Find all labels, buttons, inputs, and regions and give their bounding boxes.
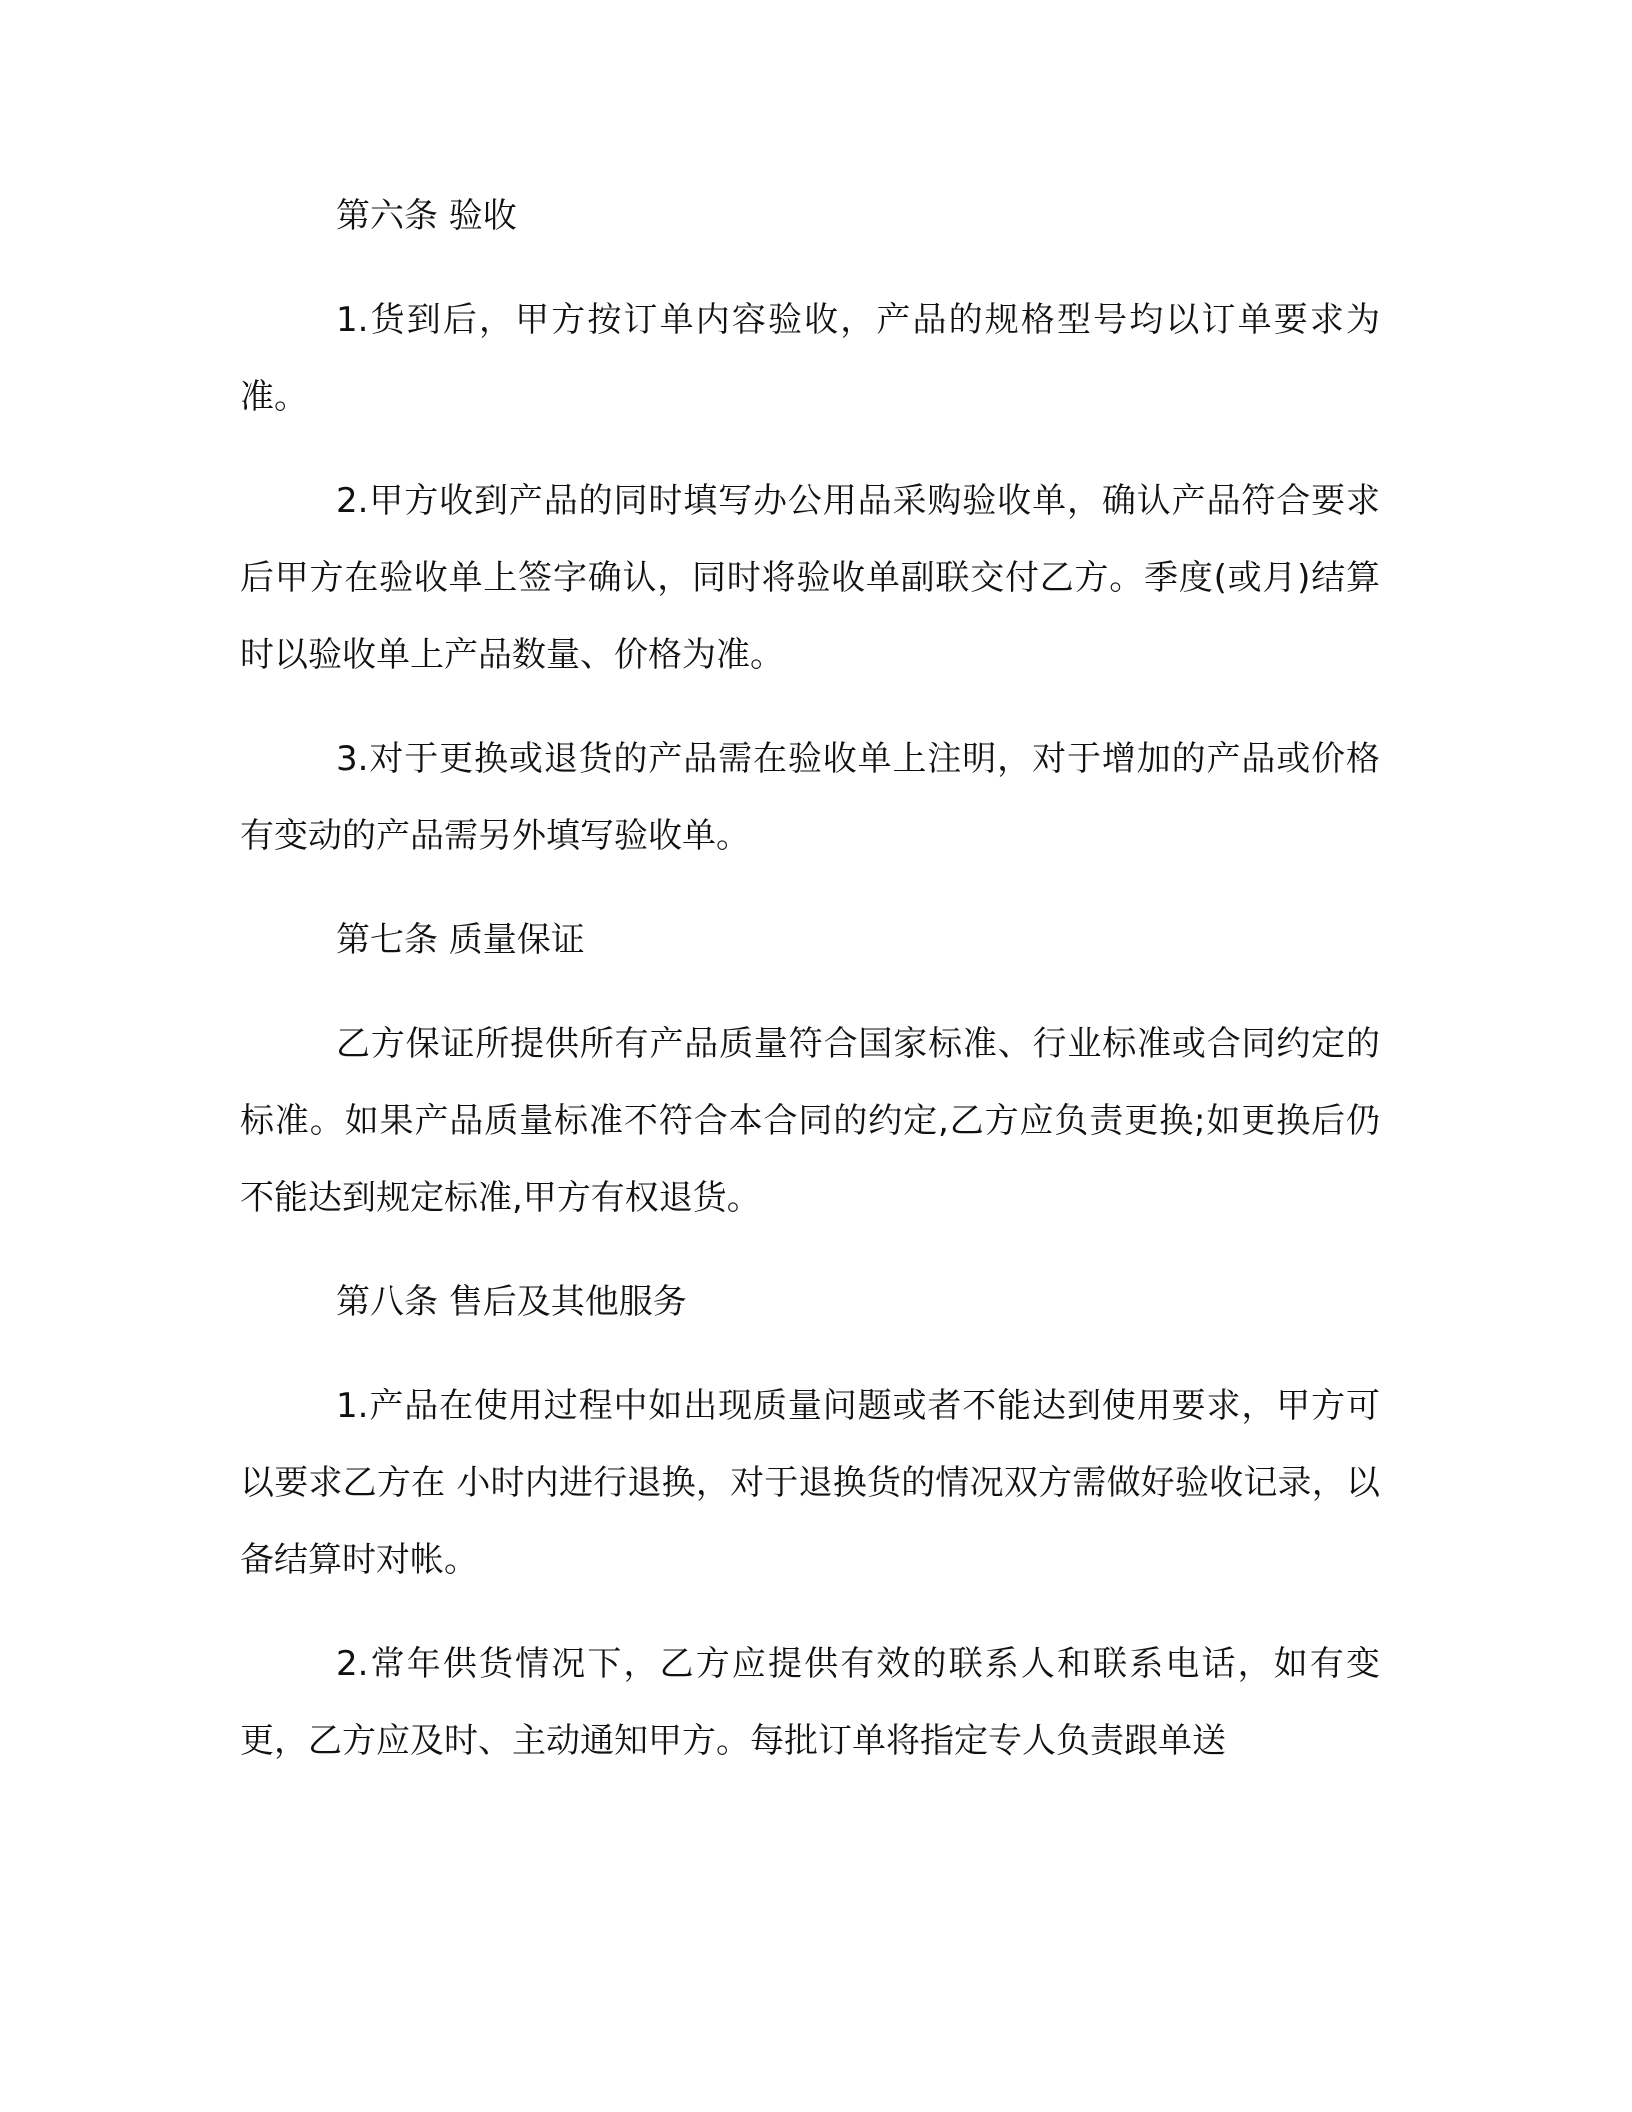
body-text bbox=[240, 178, 1380, 1780]
clause-6-3: 3.对于更换或退货的产品需在验收单上注明，对于增加的产品或价格有变动的产品需另外填写验收单。 bbox=[240, 739, 1380, 856]
clause-6-2: 2.甲方收到产品的同时填写办公用品采购验收单，确认产品符合要求后甲方在验收单上签字确认，同时将验收单副联交付乙方。季度(或月)结算时以验收单上产品数量、价格为准。 bbox=[240, 481, 1380, 675]
clause-8-2: 2.常年供货情况下，乙方应提供有效的联系人和联系电话，如有变更，乙方应及时、主动通知甲方。每批订单将指定专人负责跟单送 bbox=[240, 1644, 1380, 1761]
section-heading-6: 第六条 验收 bbox=[336, 196, 517, 236]
section-heading-7: 第七条 质量保证 bbox=[336, 920, 585, 960]
clause-6-1: 1.货到后，甲方按订单内容验收，产品的规格型号均以订单要求为准。 bbox=[240, 300, 1380, 417]
section-heading-8: 第八条 售后及其他服务 bbox=[336, 1282, 687, 1322]
clause-7: 乙方保证所提供所有产品质量符合国家标准、行业标准或合同约定的标准。如果产品质量标准不符合本合同的约定,乙方应负责更换;如更换后仍不能达到规定标准,甲方有权退货。 bbox=[240, 1024, 1380, 1218]
clause-8-1: 1.产品在使用过程中如出现质量问题或者不能达到使用要求，甲方可以要求乙方在 小时内进行退换，对于退换货的情况双方需做好验收记录，以备结算时对帐。 bbox=[240, 1386, 1380, 1580]
